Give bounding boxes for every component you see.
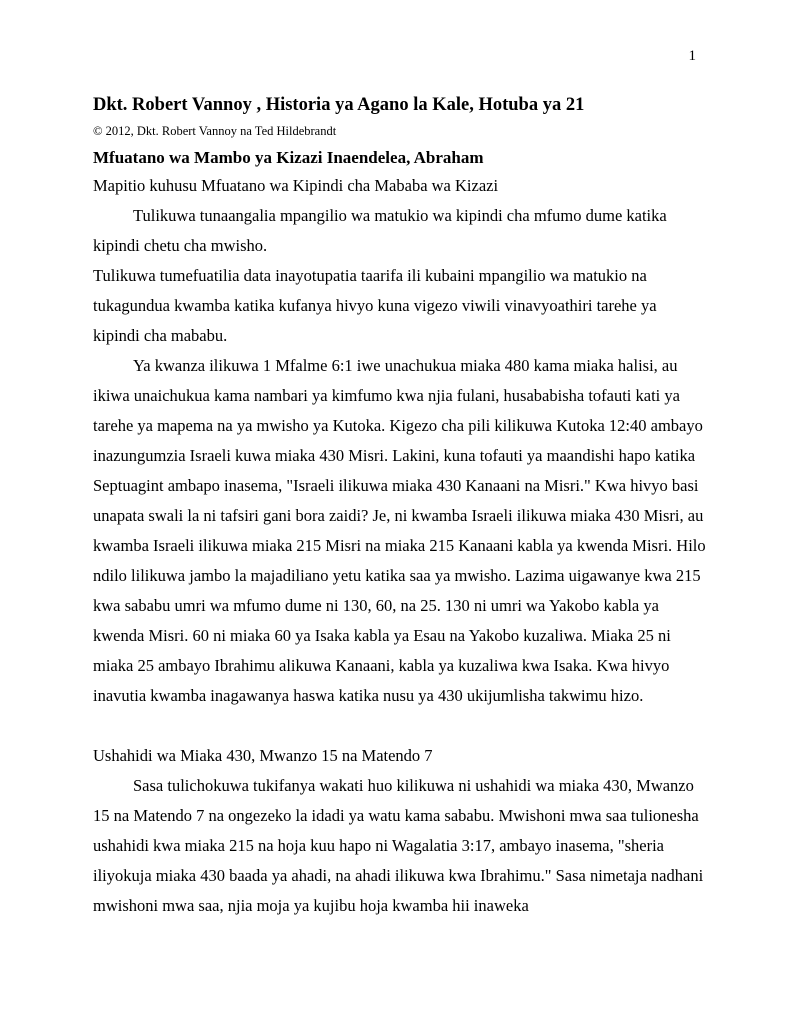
lecture-subtitle: Mfuatano wa Mambo ya Kizazi Inaendelea, Abraham [93,148,484,167]
paragraph-data-tracking: Tulikuwa tumefuatilia data inayotupatia taarifa ili kubaini mpangilio wa matukio na tukagundua kwamba katika kufanya hivyo kuna vigezo viwili vinavyoathiri tarehe ya kipindi cha mababu. [93,266,657,345]
copyright-notice: © 2012, Dkt. Robert Vannoy na Ted Hildebrandt [93,124,337,138]
paragraph-evidence-430: Sasa tulichokuwa tukifanya wakati huo kilikuwa ni ushahidi wa miaka 430, Mwanzo 15 na Matendo 7 na ongezeko la idadi ya watu kama sababu. Mwishoni mwa saa tulionesha ushahidi kwa miaka 215 na hoja kuu hapo ni Wagalatia 3:17, ambayo inasema, "sheria iliyokuja miaka 430 baada ya ahadi, na ahadi ilikuwa kwa Ibrahimu." Sasa nimetaja nadhani mwishoni mwa saa, njia moja ya kujibu hoja kwamba hii inaweka [93,776,704,915]
section-heading-review: Mapitio kuhusu Mfuatano wa Kipindi cha Mababa wa Kizazi [93,176,499,195]
document-content [93,94,707,921]
document-title: Dkt. Robert Vannoy , Historia ya Agano la Kale, Hotuba ya 21 [93,95,585,115]
paragraph-first-factor: Ya kwanza ilikuwa 1 Mfalme 6:1 iwe unachukua miaka 480 kama miaka halisi, au ikiwa unaichukua kama nambari ya kimfumo kwa njia fulani, husababisha tofauti kati ya tarehe ya mapema na ya mwisho ya Kutoka. Kigezo cha pili kilikuwa Kutoka 12:40 ambayo inazungumzia Israeli kuwa miaka 430 Misri. Lakini, kuna tofauti ya maandishi hapo katika Septuagint ambapo inasema, "Israeli ilikuwa miaka 430 Kanaani na Misri." Kwa hivyo basi unapata swali la ni tafsiri gani bora zaidi? Je, ni kwamba Israeli ilikuwa miaka 430 Misri, au kwamba Israeli ilikuwa miaka 215 Misri na miaka 215 Kanaani kabla ya kwenda Misri. Hilo ndilo lilikuwa jambo la majadiliano yetu katika saa ya mwisho. Lazima uigawanye kwa 215 kwa sababu umri wa mfumo dume ni 130, 60, na 25. 130 ni umri wa Yakobo kabla ya kwenda Misri. 60 ni miaka 60 ya Isaka kabla ya Esau na Yakobo kuzaliwa. Miaka 25 ni miaka 25 ambayo Ibrahimu alikuwa Kanaani, kabla ya kuzaliwa kwa Isaka. Kwa hivyo inavutia kwamba inagawanya haswa katika nusu ya 430 ukijumlisha takwimu hizo. [93,356,706,705]
paragraph-intro: Tulikuwa tunaangalia mpangilio wa matukio wa kipindi cha mfumo dume katika kipindi chetu cha mwisho. [93,206,667,255]
page-number: 1 [688,48,696,64]
section-heading-evidence-430: Ushahidi wa Miaka 430, Mwanzo 15 na Matendo 7 [93,746,433,765]
